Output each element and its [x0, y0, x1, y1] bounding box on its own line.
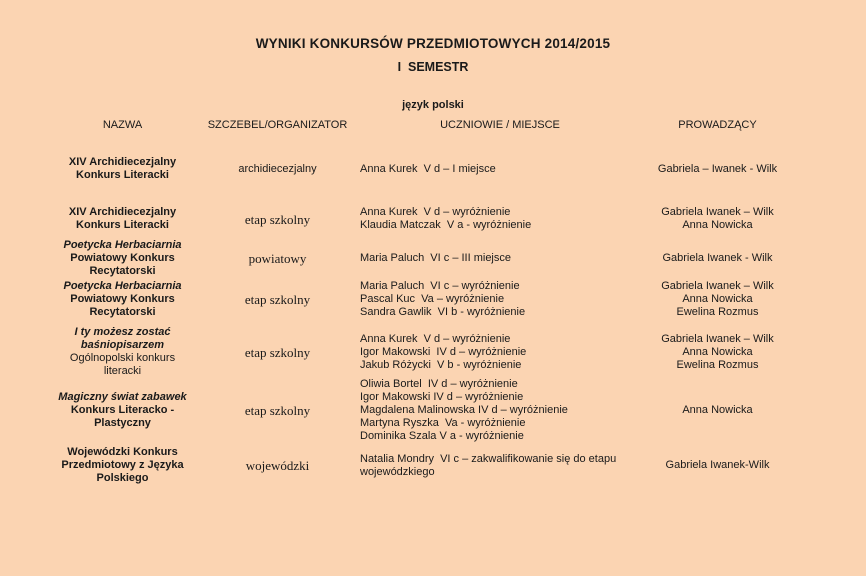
teachers-cell	[640, 206, 795, 232]
level-cell: wojewódzki	[245, 458, 310, 473]
students-cell	[360, 280, 640, 319]
competition-name-cell	[40, 206, 205, 232]
teacher-line: Gabriela Iwanek – Wilk	[661, 206, 774, 218]
student-line: wojewódzkiego	[360, 465, 435, 478]
name-line: Powiatowy Konkurs	[70, 252, 175, 264]
teacher-line: Gabriela Iwanek-Wilk	[665, 459, 770, 471]
table-row	[0, 206, 866, 232]
name-line: literacki	[103, 365, 142, 377]
name-line: Recytatorski	[89, 306, 156, 318]
teachers-cell	[640, 404, 795, 417]
students-cell	[360, 378, 640, 443]
students-cell	[360, 252, 640, 265]
level-cell: archidiecezjalny	[238, 162, 317, 175]
students-cell	[360, 333, 640, 372]
name-line: Konkurs Literacko -	[70, 404, 175, 416]
student-line: Maria Paluch VI c – wyróżnienie	[360, 280, 520, 292]
level-cell: etap szkolny	[244, 211, 311, 227]
students-cell	[360, 206, 640, 232]
level-cell: etap szkolny	[244, 292, 311, 307]
student-line: Magdalena Malinowska IV d – wyróżnienie	[360, 404, 568, 416]
teacher-line: Anna Nowicka	[682, 219, 753, 231]
name-line: I ty możesz zostać	[74, 326, 171, 338]
name-line: Plastyczny	[94, 417, 151, 429]
table-row	[0, 446, 866, 485]
column-header-szczebel: SZCZEBEL/ORGANIZATOR	[207, 119, 348, 131]
teachers-cell	[640, 252, 795, 265]
teacher-line: Gabriela – Iwanek - Wilk	[657, 162, 778, 175]
student-line: Jakub Różycki V b - wyróżnienie	[360, 358, 522, 371]
teacher-line: Ewelina Rozmus	[676, 306, 759, 318]
name-line: Recytatorski	[89, 265, 156, 277]
student-line: Oliwia Bortel IV d – wyróżnienie	[360, 378, 518, 390]
student-line: Dominika Szala V a - wyróżnienie	[360, 430, 524, 442]
column-header-nazwa: NAZWA	[102, 119, 143, 131]
name-line: baśniopisarzem	[80, 339, 165, 351]
name-line: XIV Archidiecezjalny	[68, 206, 177, 218]
name-line: Wojewódzki Konkurs	[67, 446, 178, 458]
student-line: Klaudia Matczak V a - wyróżnienie	[360, 219, 532, 231]
table-row	[0, 156, 866, 182]
competition-name-cell	[40, 391, 205, 430]
student-line: Anna Kurek V d – wyróżnienie	[360, 206, 511, 218]
level-cell: powiatowy	[248, 251, 307, 266]
student-line: Sandra Gawlik VI b - wyróżnienie	[360, 306, 526, 318]
results-table	[0, 156, 866, 485]
competition-name-cell	[40, 326, 205, 378]
name-line: Powiatowy Konkurs	[70, 293, 175, 305]
subject-label: język polski	[402, 99, 464, 111]
level-cell: etap szkolny	[244, 403, 311, 418]
name-line: Poetycka Herbaciarnia	[63, 280, 182, 292]
teachers-cell	[640, 333, 795, 372]
students-cell	[360, 163, 640, 176]
name-line: Magiczny świat zabawek	[58, 391, 187, 403]
student-line: Natalia Mondry VI c – zakwalifikowanie się do etapu	[360, 452, 617, 465]
semester-label: I SEMESTR	[397, 60, 469, 74]
competition-name-cell	[40, 239, 205, 278]
student-line: Igor Makowski IV d – wyróżnienie	[360, 345, 527, 358]
table-row	[0, 378, 866, 443]
teachers-cell	[640, 280, 795, 319]
name-line: Przedmiotowy z Języka	[61, 459, 184, 471]
table-row	[0, 326, 866, 378]
students-cell	[360, 453, 640, 479]
teachers-cell	[640, 459, 795, 472]
teacher-line: Anna Nowicka	[682, 293, 753, 305]
column-header-uczniowie: UCZNIOWIE / MIEJSCE	[440, 119, 560, 131]
column-header-prowadzacy: PROWADZĄCY	[678, 119, 757, 131]
competition-name-cell	[40, 156, 205, 182]
table-header-row	[0, 119, 866, 132]
name-line: Ogólnopolski konkurs	[69, 352, 176, 364]
teacher-line: Anna Nowicka	[682, 404, 753, 416]
student-line: Pascal Kuc Va – wyróżnienie	[360, 293, 505, 305]
name-line: Konkurs Literacki	[76, 219, 169, 231]
teachers-cell	[640, 163, 795, 176]
student-line: Martyna Ryszka Va - wyróżnienie	[360, 417, 526, 429]
teacher-line: Anna Nowicka	[682, 345, 753, 358]
teacher-line: Gabriela Iwanek – Wilk	[661, 332, 774, 345]
student-line: Anna Kurek V d – wyróżnienie	[360, 332, 511, 345]
table-row	[0, 239, 866, 278]
student-line: Anna Kurek V d – I miejsce	[360, 162, 496, 175]
teacher-line: Gabriela Iwanek – Wilk	[661, 280, 774, 292]
name-line: Poetycka Herbaciarnia	[63, 239, 182, 251]
competition-name-cell	[40, 280, 205, 319]
student-line: Igor Makowski IV d – wyróżnienie	[360, 391, 524, 403]
name-line: Polskiego	[96, 472, 149, 484]
name-line: XIV Archidiecezjalny	[68, 156, 177, 168]
table-row	[0, 280, 866, 319]
name-line: Konkurs Literacki	[76, 169, 169, 181]
page-title: WYNIKI KONKURSÓW PRZEDMIOTOWYCH 2014/2015	[255, 36, 611, 51]
student-line: Maria Paluch VI c – III miejsce	[360, 252, 511, 264]
teacher-line: Ewelina Rozmus	[676, 358, 759, 371]
level-cell: etap szkolny	[244, 344, 311, 360]
competition-name-cell	[40, 446, 205, 485]
teacher-line: Gabriela Iwanek - Wilk	[662, 252, 773, 264]
